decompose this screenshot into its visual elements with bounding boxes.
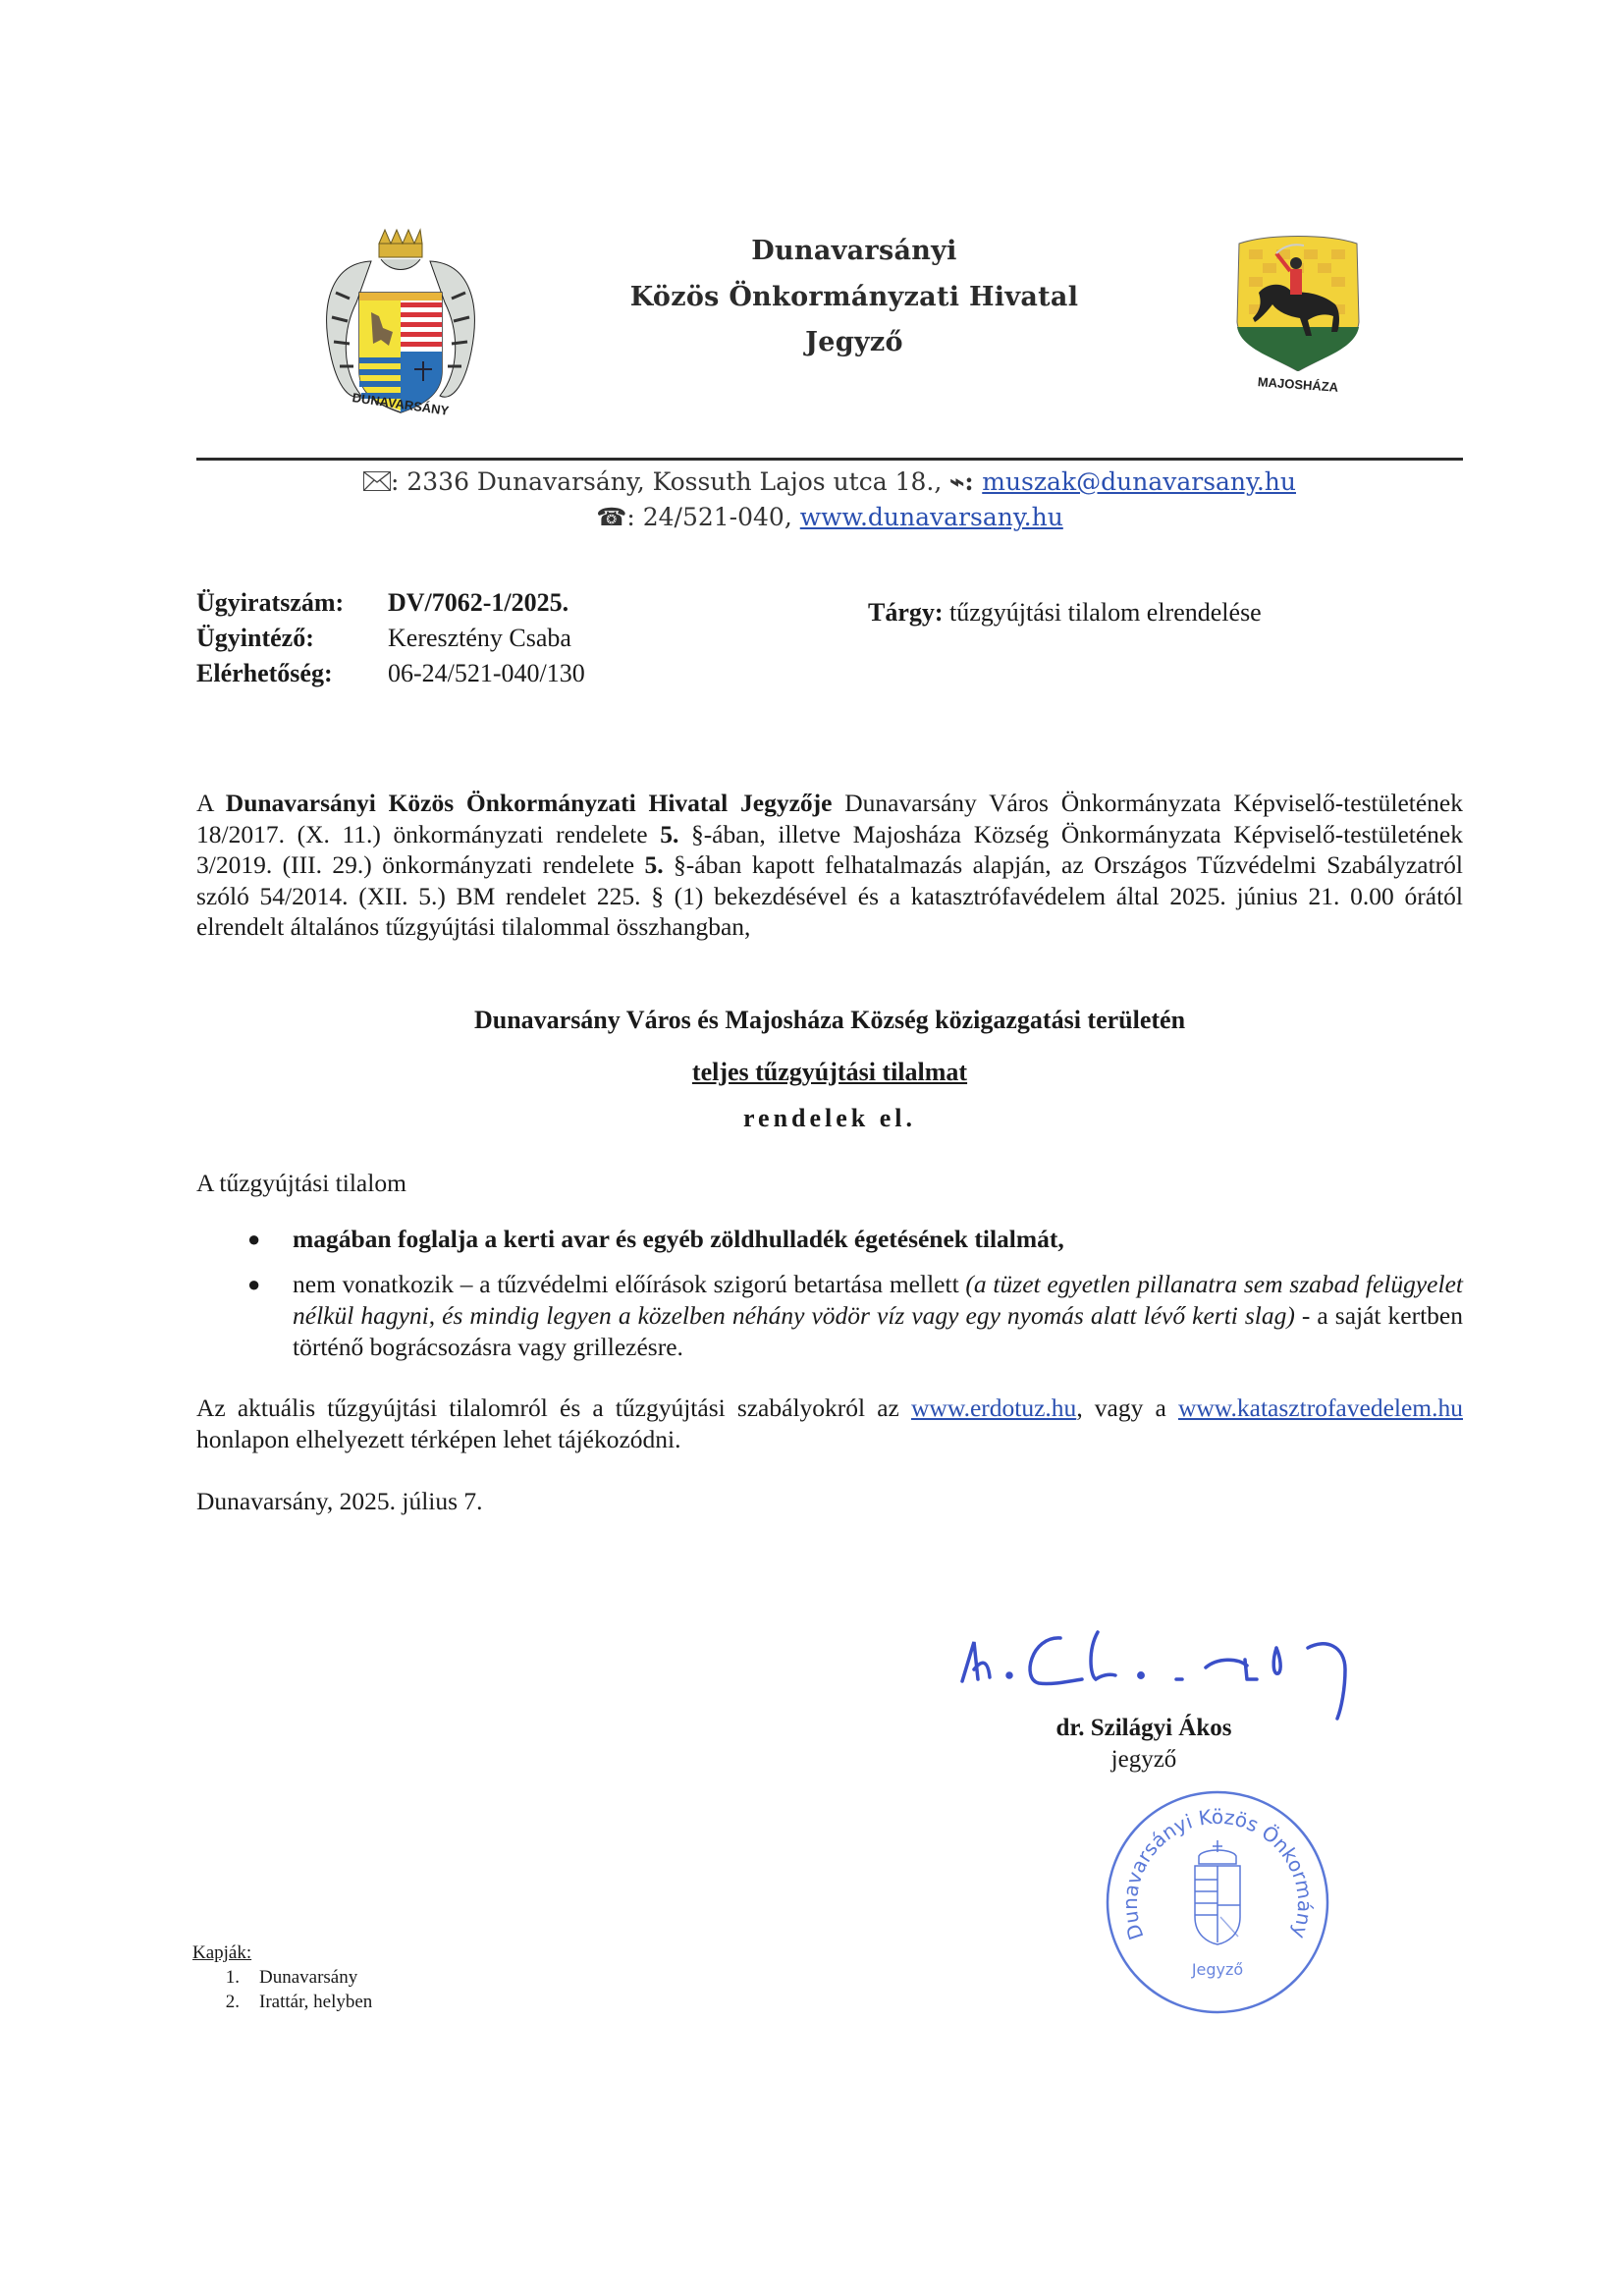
bullet-text-part: nem vonatkozik – a tűzvédelmi előírások szigorú betartása mellett [293,1270,966,1298]
crown-icon [379,230,422,257]
bullet-icon: ● [247,1272,261,1296]
bullet-item [196,1224,1463,1255]
info-paragraph [196,1393,1463,1454]
office-name-line1: Dunavarsányi [751,236,957,266]
date-line: Dunavarsány, 2025. július 7. [196,1487,483,1515]
recipients-block [192,1941,372,2014]
address-text: : 2336 Dunavarsány, Kossuth Lajos utca 18., [390,467,950,496]
recipient-item [192,1990,372,2014]
contact-label: Elérhetőség: [196,659,333,687]
case-number-row [196,585,585,621]
recipient-name: Dunavarsány [259,1967,358,1988]
area-heading: Dunavarsány Város és Majosháza Község közigazgatási területén [473,1006,1186,1034]
p1-section-number: 5. [644,850,664,879]
ban-heading: teljes tűzgyújtási tilalmat [691,1058,968,1086]
contact-value: 06-24/521-040/130 [388,659,585,687]
envelope-icon [363,471,391,491]
stamp-bottom-text: Jegyző [1191,1960,1244,1979]
bullet-icon: ● [247,1227,261,1251]
phone-text: : 24/521-040, [626,503,800,531]
bullet-text-part: - a saját kertben történő bográcsozásra vagy grillezésre. [293,1301,1463,1361]
reference-block [196,585,585,691]
info-text: honlapon elhelyezett térképen lehet tájékozódni. [196,1424,681,1453]
signatory-name: dr. Szilágyi Ákos [1055,1715,1232,1741]
p1-text: A [196,789,226,817]
ban-intro: A tűzgyújtási tilalom [196,1169,406,1197]
address-line [196,467,1463,496]
p1-text: §-ában kapott felhatalmazás alapján, az Országos Tűzvédelmi Szabályzatról szóló 54/2014. (XII. 5.) BM rendelet 225. § (1) bekezdésével és a katasztrófavédelem által 2025. június 21. 0.00 órától elrendelt általános tűzgyújtási tilalommal összhangban, [196,850,1463,941]
signatory-title: jegyző [1110,1746,1177,1773]
recipient-number: 1. [225,1967,240,1988]
officer-label: Ügyintéző: [196,624,314,652]
officer-value: Keresztény Csaba [388,624,571,652]
hungarian-coat-of-arms-icon [1195,1840,1240,1944]
recipients-label: Kapják: [192,1942,252,1963]
erdotuz-link[interactable]: www.erdotuz.hu [911,1394,1077,1422]
bullet-text [293,1269,1463,1363]
subject-row [868,595,1262,630]
order-heading: rendelek el. [742,1104,917,1132]
email-separator: : [964,467,983,496]
officer-row [196,621,585,656]
subject-label: Tárgy: [868,598,944,627]
case-number-value: DV/7062-1/2025. [388,588,569,617]
dunavarsany-crest-caption: DUNAVARSÁNY [351,390,451,418]
bullet-item [196,1269,1463,1363]
header-divider [196,458,1463,461]
info-text: , vagy a [1076,1394,1178,1422]
subject-value: tűzgyújtási tilalom elrendelése [949,598,1262,627]
info-text: Az aktuális tűzgyújtási tilalomról és a tűzgyújtási szabályokról az [196,1394,911,1422]
katasztrofavedelem-link[interactable]: www.katasztrofavedelem.hu [1177,1394,1463,1422]
telephone-icon: ☎ [596,503,627,531]
office-name-line3: Jegyző [805,327,903,357]
email-link[interactable]: muszak@dunavarsany.hu [982,467,1296,496]
dunavarsany-coat-of-arms [312,224,489,430]
contact-row [196,656,585,691]
recipient-name: Irattár, helyben [259,1992,373,2012]
website-link[interactable]: www.dunavarsany.hu [799,503,1063,531]
phone-line [196,503,1463,531]
office-name-line2: Közös Önkormányzati Hivatal [629,282,1079,312]
bullet-italic-note: (a tüzet egyetlen pillanatra sem szabad felügyelet nélkül hagyni, és mindig legyen a közelben néhány vödör víz vagy egy nyomás alatt lévő kerti slag) [293,1270,1463,1330]
recipient-item [192,1965,372,1990]
case-number-label: Ügyiratszám: [196,588,345,617]
stamp-ring-text: Dunavarsányi Közös Önkormány [1117,1804,1318,1943]
majoshaza-crest-caption: MAJOSHÁZA [1257,374,1339,395]
p1-text: §-ában, illetve Majosháza Község Önkormányzata Képviselő-testületének 3/2019. (III. 29.) önkormányzati rendelete [196,819,1463,879]
bullet-text: magában foglalja a kerti avar és egyéb zöldhulladék égetésének tilalmát, [293,1225,1064,1253]
p1-issuer: Dunavarsányi Közös Önkormányzati Hivatal Jegyzője [225,789,833,817]
mouse-icon: ⌁ [949,467,965,496]
majoshaza-coat-of-arms [1229,234,1367,401]
p1-section-number: 5. [660,819,679,848]
official-stamp [1105,1789,1330,2015]
authority-paragraph [196,788,1463,943]
p1-text: Dunavarsány Város Önkormányzata Képviselő-testületének 18/2017. (X. 11.) önkormányzati rendelete [196,789,1464,848]
recipient-number: 2. [225,1992,240,2012]
